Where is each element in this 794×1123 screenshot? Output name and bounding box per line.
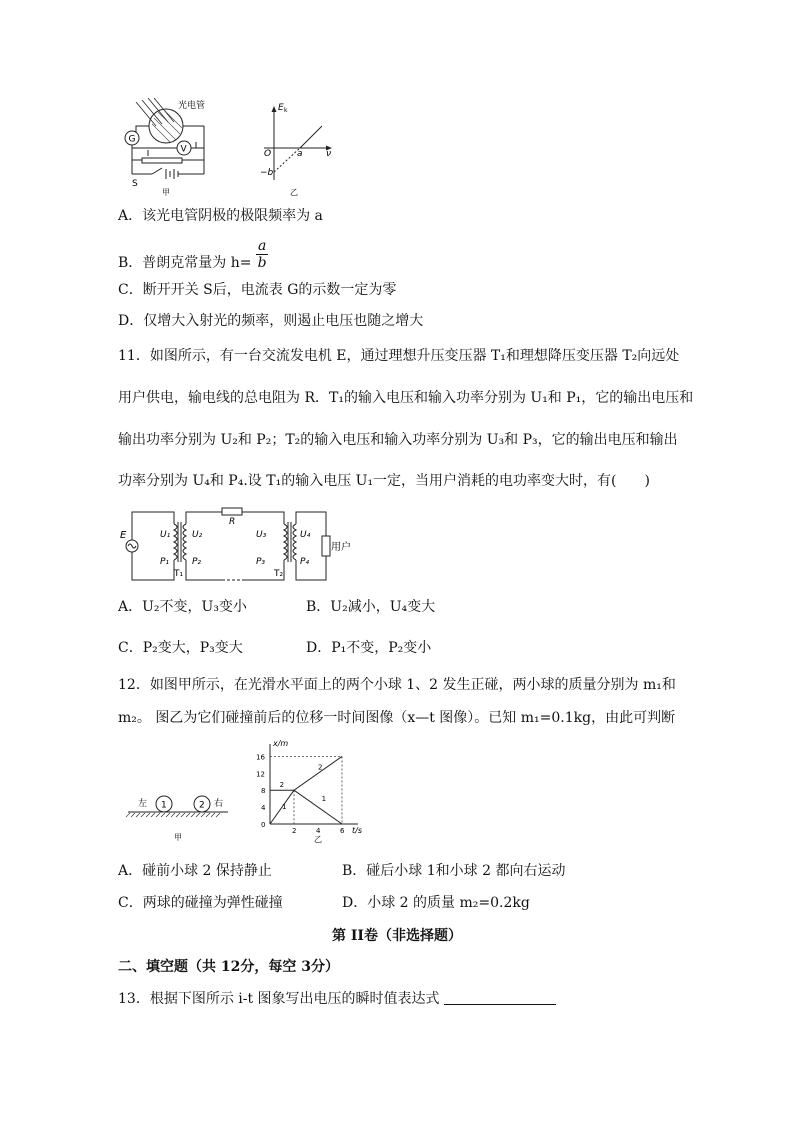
y-tick-label: 4 <box>261 804 266 813</box>
generator-label: E <box>120 530 127 541</box>
tube-label: 光电管 <box>178 101 206 111</box>
q12-option-b: B．碰后小球 1和小球 2 都向右运动 <box>342 863 566 879</box>
q11-stem-line4: 功率分别为 U₄和 P₄.设 T₁的输入电压 U₁一定，当用户消耗的电功率变大时，有( ) <box>118 473 650 489</box>
q10-option-a: A．该光电管阴极的极限频率为 a <box>118 208 323 224</box>
switch-label: S <box>132 179 138 189</box>
t1-label: T₁ <box>174 569 184 579</box>
t2-u4-label: U₄ <box>300 530 311 540</box>
galvanometer-label: G <box>128 134 136 145</box>
q12-stem-line2: m₂。 图乙为它们碰撞前后的位移一时间图像（x—t 图像）。已知 m₁=0.1kg，由此可判断 <box>118 710 676 726</box>
y-tick-label: 16 <box>256 753 265 762</box>
label-right: 右 <box>214 799 224 809</box>
q12-option-a: A．碰前小球 2 保持静止 <box>118 863 272 879</box>
figure-transmission <box>118 502 358 586</box>
q11-option-a: A．U₂不变，U₃变小 <box>118 599 247 615</box>
q12-option-c: C．两球的碰撞为弹性碰撞 <box>118 895 283 911</box>
series-label: 1 <box>321 794 327 803</box>
chart-y-axis-label: x/m <box>273 739 289 748</box>
fig10-caption-left: 甲 <box>162 188 170 197</box>
q11-stem-line3: 输出功率分别为 U₂和 P₂；T₂的输入电压和输入功率分别为 U₃和 P₃，它的输出电压和输出 <box>118 432 678 448</box>
series-label: 1 <box>282 803 287 812</box>
graph-x-intercept: a <box>297 149 303 159</box>
figure-photoelectric <box>118 98 350 198</box>
t2-label: T₂ <box>274 569 284 579</box>
fraction-numerator: a <box>257 238 267 254</box>
q13-stem <box>118 989 556 1009</box>
t1-u2-label: U₂ <box>192 530 203 540</box>
graph-x-axis-label: ν <box>326 149 332 159</box>
series-label: 2 <box>318 763 323 772</box>
q12-stem-line1: 12．如图甲所示，在光滑水平面上的两个小球 1、2 发生正碰，两小球的质量分别为 m₁和 <box>118 677 676 693</box>
ball-2-label: 2 <box>199 800 205 811</box>
collision-figures <box>124 736 364 850</box>
part-two-title: 第 II卷（非选择题） <box>332 928 462 944</box>
t2-p4-label: P₄ <box>300 557 310 567</box>
ball-1-label: 1 <box>161 800 167 811</box>
q10-option-d: D．仅增大入射光的频率，则遏止电压也随之增大 <box>118 313 424 329</box>
q11-option-b: B．U₂减小，U₄变大 <box>306 599 436 615</box>
y-tick-label: 12 <box>256 770 265 779</box>
t1-p1-label: P₁ <box>160 557 170 567</box>
graph-y-axis-label: E <box>278 103 284 113</box>
graph-y-intercept: −b <box>260 168 274 178</box>
q13-answer-blank[interactable] <box>444 990 556 1005</box>
y-tick-label: 8 <box>261 787 266 796</box>
q10-fraction <box>256 238 268 271</box>
t1-u1-label: U₁ <box>160 530 171 540</box>
q13-text: 13．根据下图所示 i-t 图象写出电压的瞬时值表达式 <box>118 991 440 1007</box>
xt-chart <box>256 739 362 844</box>
y-tick-label: 0 <box>261 821 266 829</box>
photoelectric-circuit-diagram <box>118 98 350 198</box>
q10-option-b <box>118 240 268 272</box>
graph-origin-label: O <box>264 149 272 159</box>
t1-p2-label: P₂ <box>192 557 202 567</box>
section-fill-in-blank: 二、填空题（共 12分，每空 3分） <box>118 959 339 975</box>
x-tick-label: 6 <box>340 827 345 835</box>
q10-option-b-prefix: B．普朗克常量为 h= <box>118 254 252 271</box>
fraction-denominator: b <box>257 255 267 271</box>
user-load-label: 用户 <box>331 542 351 553</box>
voltmeter-label: V <box>180 144 187 155</box>
graph-y-axis-sub: k <box>284 107 288 114</box>
resistor-label: R <box>229 517 236 527</box>
q11-stem-line2: 用户供电，输电线的总电阻为 R．T₁的输入电压和输入功率分别为 U₁和 P₁，它的输出电压和 <box>118 390 694 406</box>
t2-u3-label: U₃ <box>256 530 267 540</box>
q12-caption-right: 乙 <box>314 835 322 844</box>
q12-caption-left: 甲 <box>174 833 182 842</box>
series-line-1 <box>270 790 342 824</box>
power-transmission-diagram <box>118 502 358 586</box>
x-tick-label: 2 <box>292 827 297 835</box>
q11-option-c: C．P₂变大，P₃变大 <box>118 640 243 656</box>
t2-p3-label: P₃ <box>256 557 266 567</box>
q11-option-d: D．P₁不变，P₂变小 <box>306 640 432 656</box>
q11-stem-line1: 11．如图所示，有一台交流发电机 E，通过理想升压变压器 T₁和理想降压变压器 T₂向远处 <box>118 348 680 364</box>
fig10-caption-right: 乙 <box>290 188 298 197</box>
x-tick-label: 4 <box>316 827 321 835</box>
q10-option-c: C．断开开关 S后，电流表 G的示数一定为零 <box>118 282 397 298</box>
figure-collision <box>124 736 364 850</box>
q12-option-d: D．小球 2 的质量 m₂=0.2kg <box>342 895 530 911</box>
label-left: 左 <box>138 799 148 809</box>
chart-x-axis-label: t/s <box>352 826 362 835</box>
series-label: 2 <box>279 781 285 790</box>
